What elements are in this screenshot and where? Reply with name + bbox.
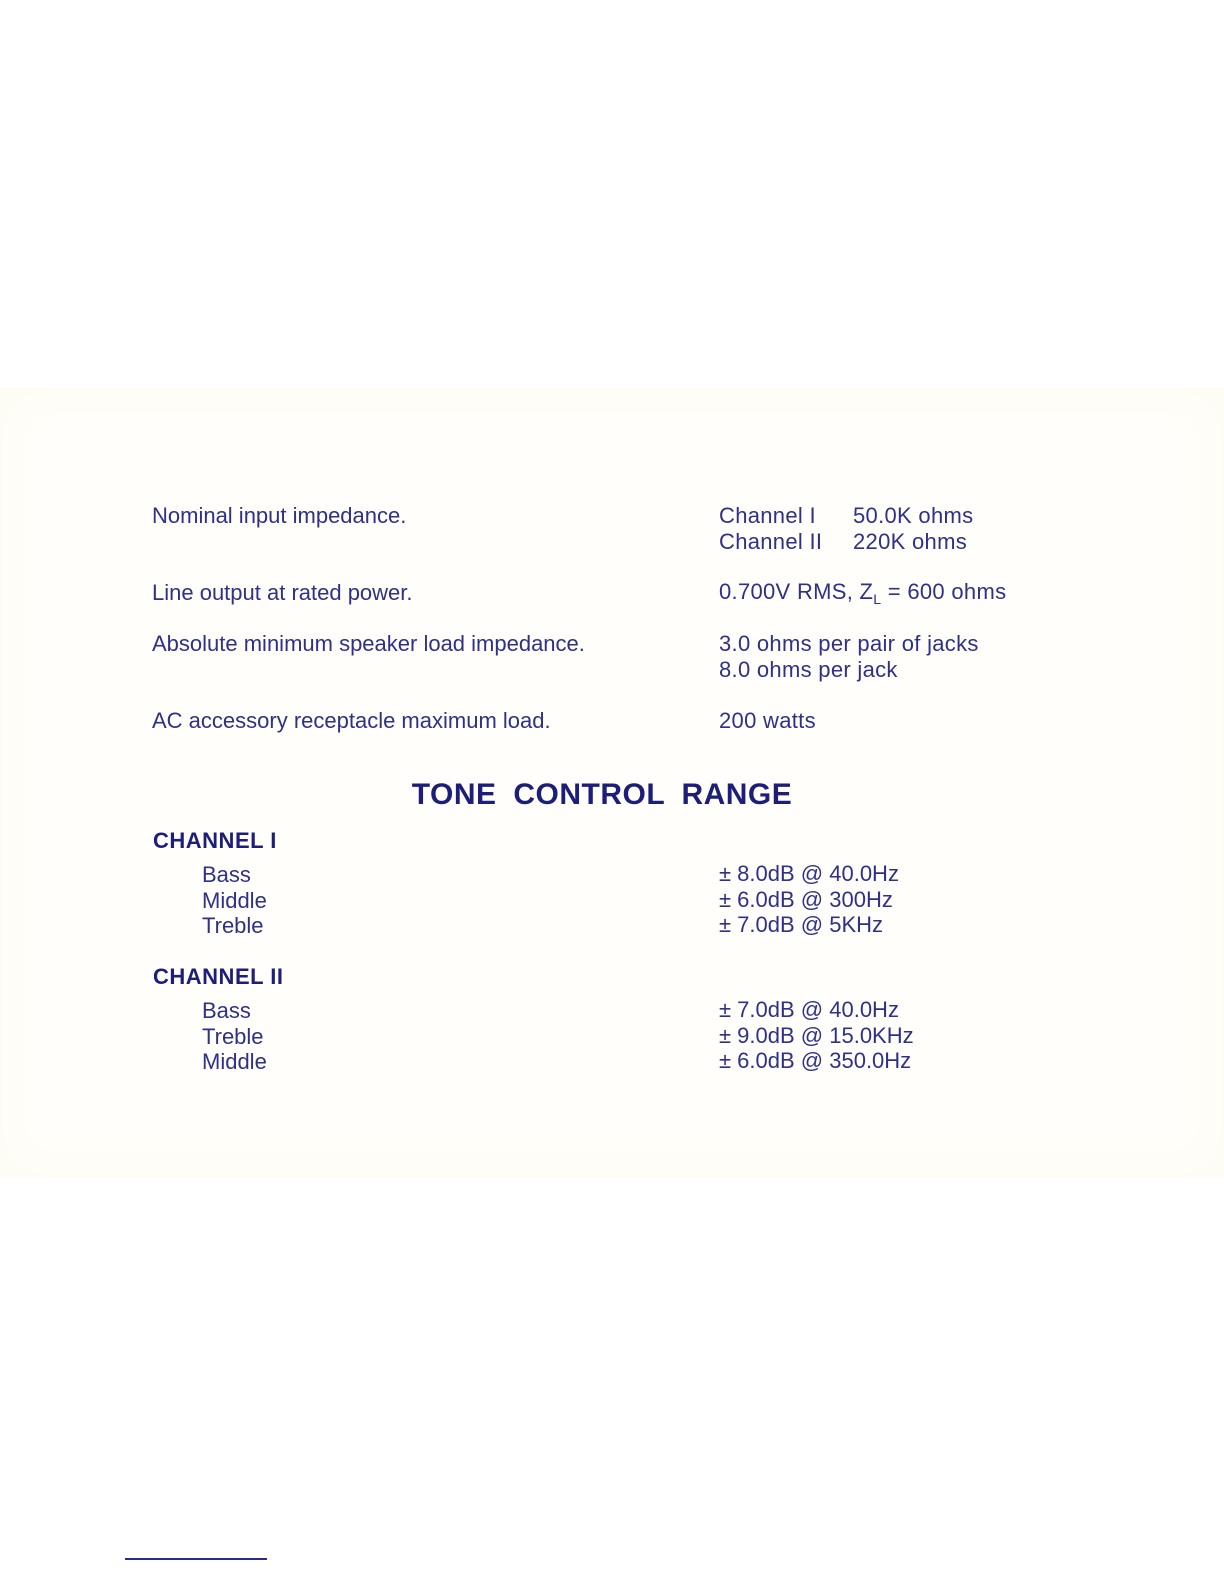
- channel-2-impedance: [719, 529, 973, 555]
- channel-1-impedance: [719, 503, 973, 529]
- ac-accessory-value: 200 watts: [719, 708, 816, 733]
- list-item: ± 7.0dB @ 5KHz: [719, 912, 884, 937]
- list-item: Middle: [202, 1049, 267, 1074]
- footnote-divider: [125, 1558, 267, 1560]
- list-item: Bass: [202, 862, 251, 887]
- nominal-input-impedance-label: Nominal input impedance.: [152, 503, 407, 528]
- tone-control-range-title: TONE CONTROL RANGE: [411, 778, 793, 811]
- channel-1-impedance-value: 50.0K ohms: [853, 503, 974, 528]
- line-output-value-prefix: 0.700V RMS, Z: [719, 579, 874, 604]
- min-load-per-jack: 8.0 ohms per jack: [719, 657, 898, 682]
- channel-2-heading: CHANNEL II: [153, 964, 284, 989]
- list-item: ± 9.0dB @ 15.0KHz: [719, 1022, 914, 1048]
- list-item: Treble: [202, 913, 264, 938]
- list-item: ± 6.0dB @ 300Hz: [719, 886, 893, 912]
- line-output-value: [719, 579, 1006, 612]
- min-speaker-load-values: [719, 631, 979, 683]
- channel-1-control-values: [719, 861, 899, 938]
- list-item: ± 8.0dB @ 40.0Hz: [719, 861, 899, 886]
- ac-accessory-label: AC accessory receptacle maximum load.: [152, 708, 551, 733]
- list-item: ± 6.0dB @ 350.0Hz: [719, 1048, 912, 1073]
- channel-1-name: Channel I: [719, 503, 816, 528]
- min-load-pair-of-jacks: 3.0 ohms per pair of jacks: [719, 631, 979, 656]
- line-output-value-subscript: L: [873, 591, 882, 607]
- channel-2-name: Channel II: [719, 529, 823, 554]
- list-item: Middle: [202, 887, 267, 913]
- min-speaker-load-label: Absolute minimum speaker load impedance.: [152, 631, 585, 656]
- line-output-label: Line output at rated power.: [152, 580, 413, 605]
- channel-1-heading: CHANNEL I: [153, 828, 277, 853]
- list-item: ± 7.0dB @ 40.0Hz: [719, 997, 899, 1022]
- channel-2-impedance-value: 220K ohms: [853, 529, 967, 554]
- channel-1-control-names: [202, 862, 267, 939]
- channel-2-control-names: [202, 998, 267, 1075]
- channel-2-control-values: [719, 997, 914, 1074]
- line-output-value-suffix: = 600 ohms: [881, 579, 1007, 604]
- nominal-input-impedance-values: [719, 503, 973, 555]
- list-item: Bass: [202, 998, 251, 1023]
- list-item: Treble: [202, 1023, 264, 1049]
